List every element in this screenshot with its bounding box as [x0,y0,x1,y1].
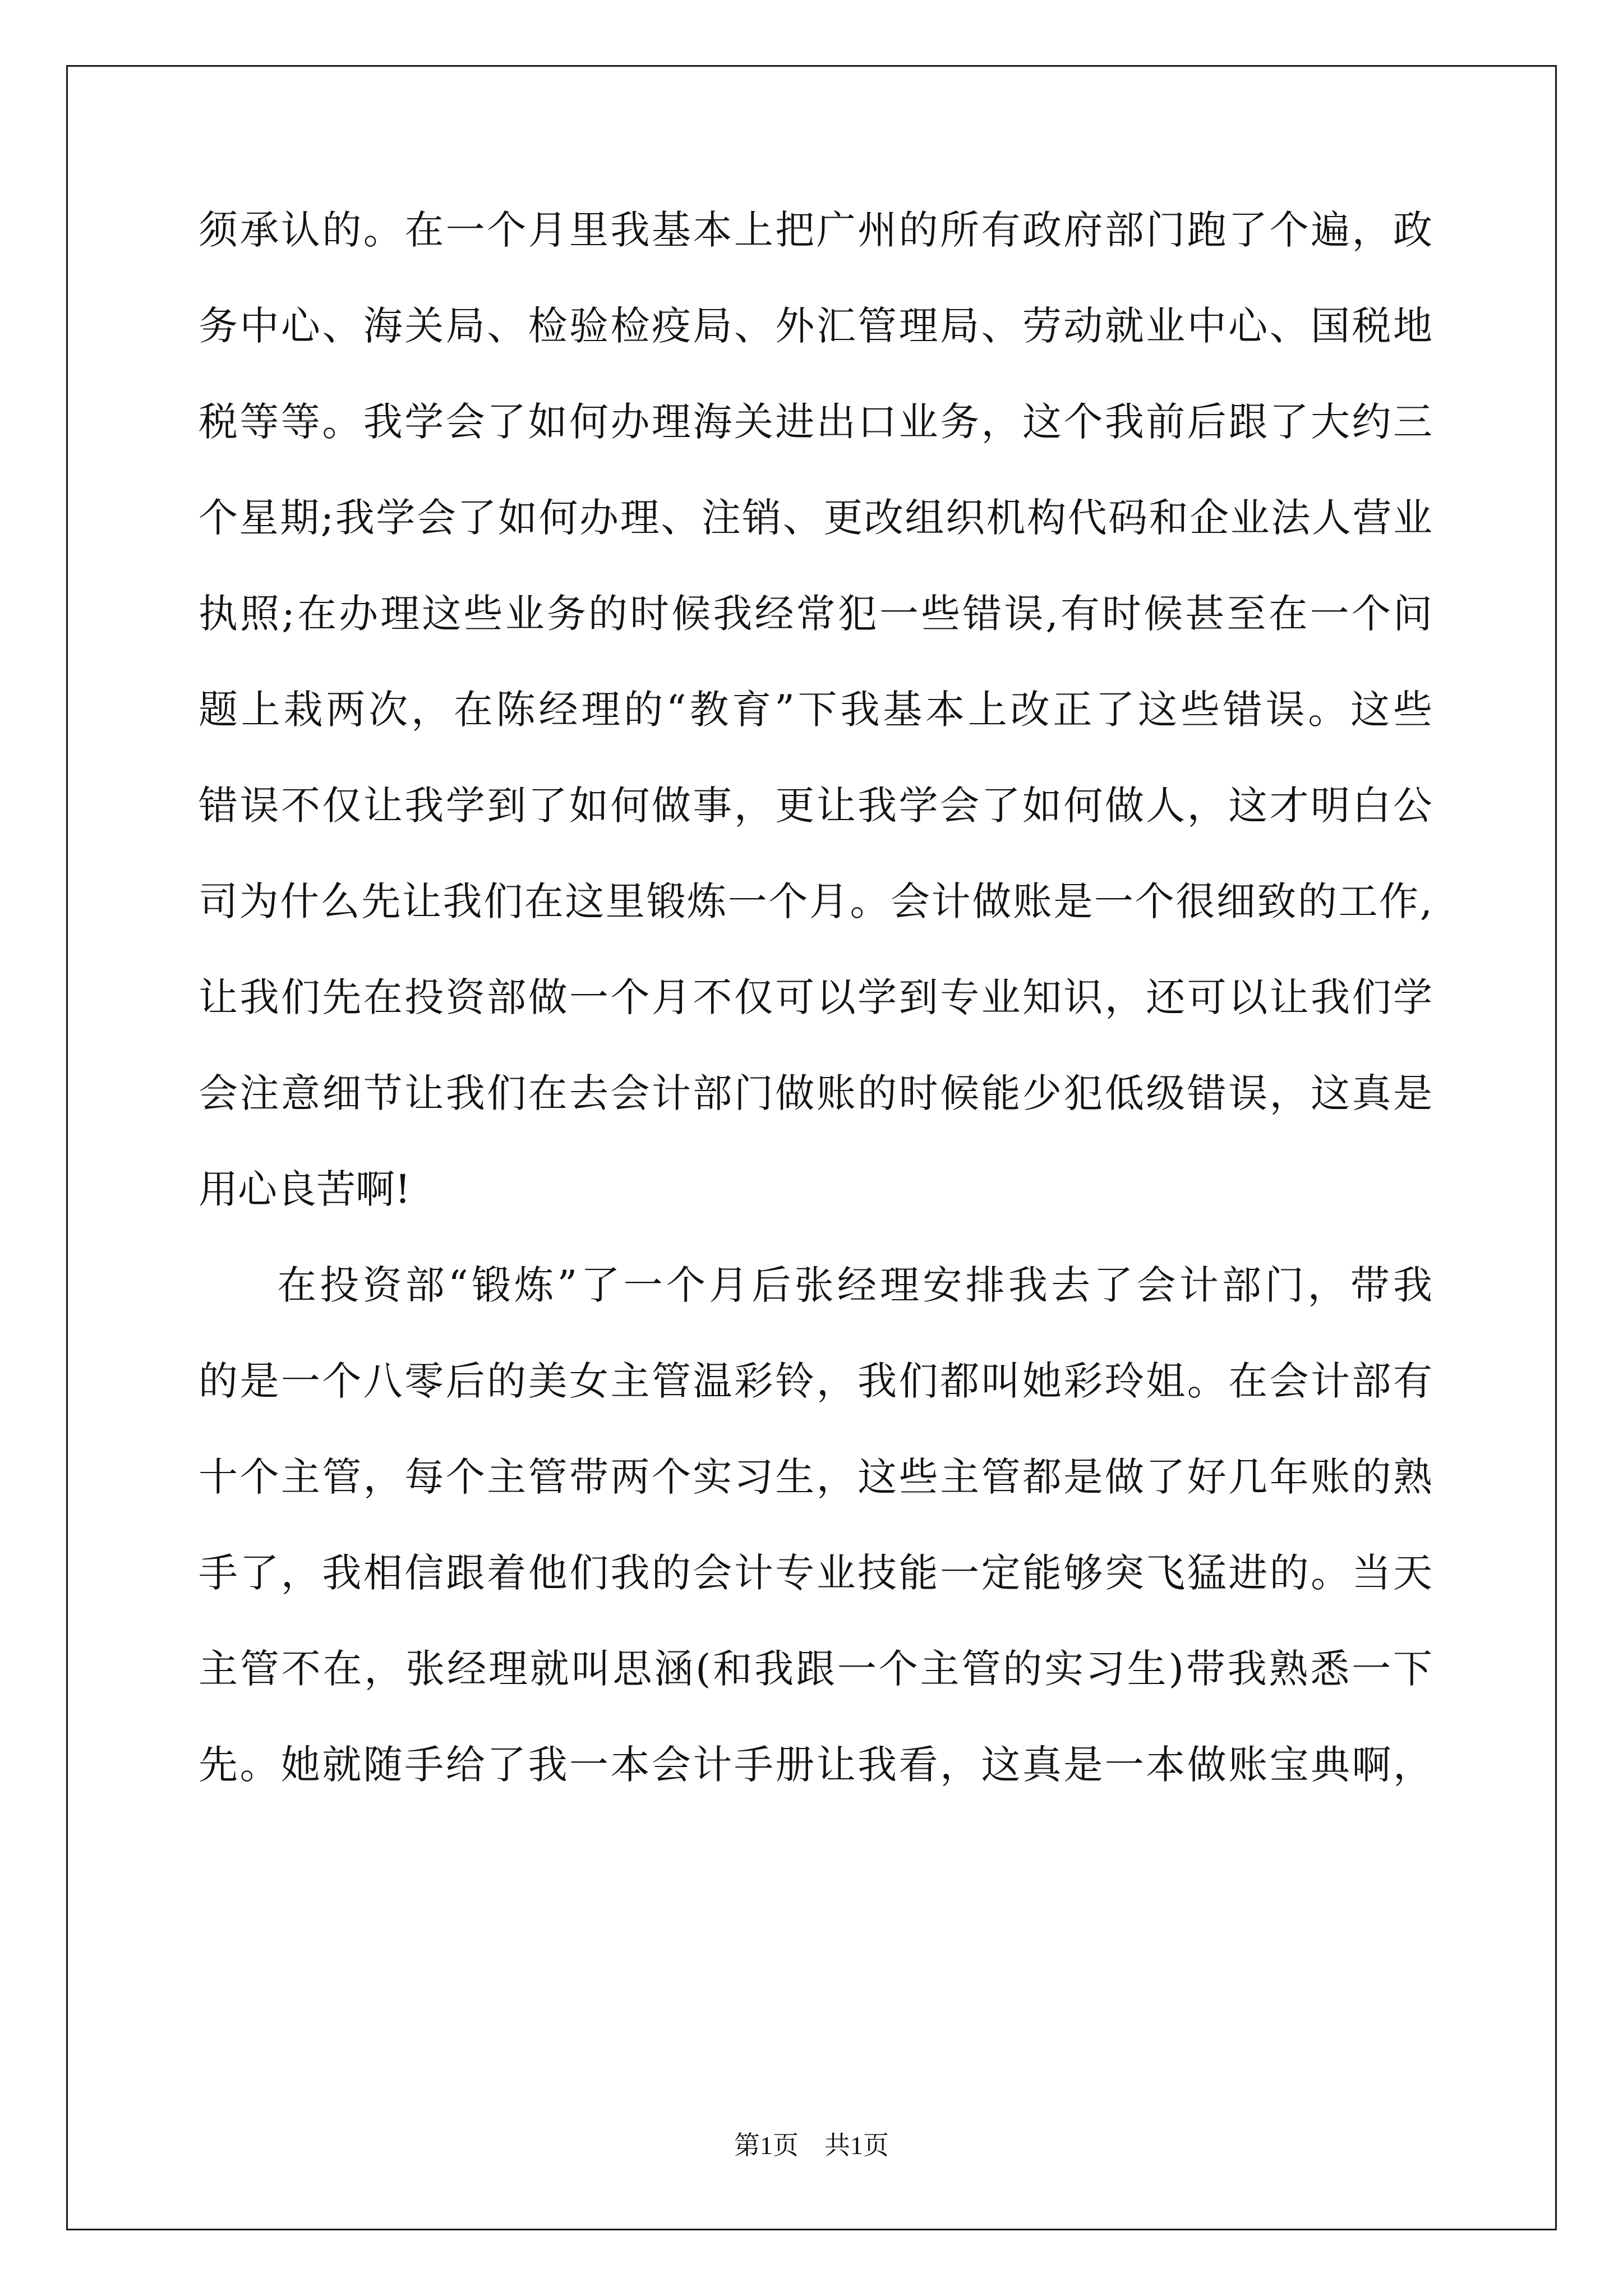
paragraph-first-line: 在投资部“锻炼”了一个月后张经理安排我去了会计部门，带我 [277,1263,1432,1308]
text-line: 让我们先在投资部做一个月不仅可以学到专业知识，还可以让我们学 [199,975,1432,1020]
text-line: 先。她就随手给了我一本会计手册让我看，这真是一本做账宝典啊， [199,1742,1432,1788]
document-body [199,208,1432,1838]
text-line: 执照;在办理这些业务的时候我经常犯一些错误,有时候甚至在一个问 [199,591,1432,637]
text-line: 会注意细节让我们在去会计部门做账的时候能少犯低级错误，这真是 [199,1071,1432,1116]
text-line: 错误不仅让我学到了如何做事，更让我学会了如何做人，这才明白公 [199,783,1432,829]
text-line: 十个主管，每个主管带两个实习生，这些主管都是做了好几年账的熟 [199,1455,1432,1500]
text-line: 用心良苦啊! [199,1167,411,1212]
text-line: 司为什么先让我们在这里锻炼一个月。会计做账是一个很细致的工作, [199,879,1432,924]
text-line: 题上栽两次，在陈经理的“教育”下我基本上改正了这些错误。这些 [199,687,1432,733]
text-line: 个星期;我学会了如何办理、注销、更改组织机构代码和企业法人营业 [199,495,1432,541]
text-line: 手了，我相信跟着他们我的会计专业技能一定能够突飞猛进的。当天 [199,1550,1432,1596]
text-line: 须承认的。在一个月里我基本上把广州的所有政府部门跑了个遍，政 [199,208,1432,253]
text-line: 主管不在，张经理就叫思涵(和我跟一个主管的实习生)带我熟悉一下 [199,1646,1432,1692]
page-number-footer: 第1页 共1页 [734,2131,889,2160]
text-line: 务中心、海关局、检验检疫局、外汇管理局、劳动就业中心、国税地 [199,303,1432,349]
text-line: 税等等。我学会了如何办理海关进出口业务，这个我前后跟了大约三 [199,399,1432,445]
text-line: 的是一个八零后的美女主管温彩铃，我们都叫她彩玲姐。在会计部有 [199,1359,1432,1404]
